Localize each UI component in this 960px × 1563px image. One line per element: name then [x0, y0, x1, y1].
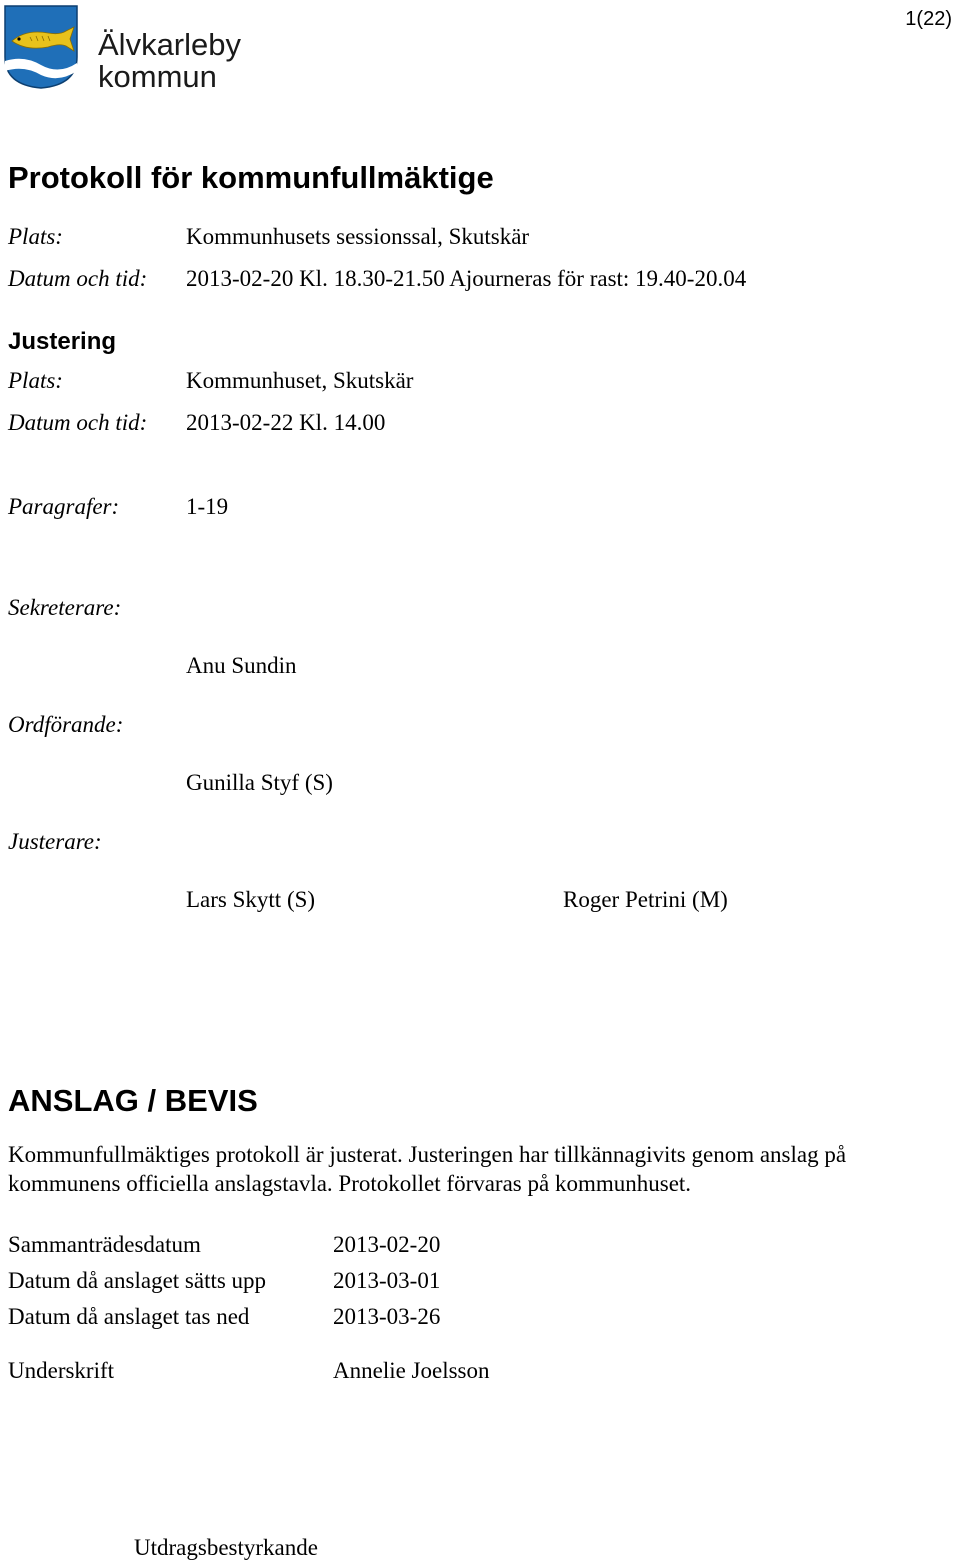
justering-place-label: Plats:: [8, 368, 63, 393]
municipality-logo: [4, 5, 264, 94]
logo-name-line2: kommun: [98, 59, 217, 94]
secretary-label: Sekreterare:: [8, 595, 122, 620]
justering-datetime-label: Datum och tid:: [8, 410, 148, 435]
meeting-place-label: Plats:: [8, 224, 63, 249]
certification-label: Utdragsbestyrkande: [134, 1535, 318, 1560]
anslag-row-label-removed-date: Datum då anslaget tas ned: [8, 1304, 250, 1329]
anslag-text: Kommunfullmäktiges protokoll är justerat. Justeringen har tillkännagivits genom anslag på kommunens officiella anslagstavla. Protokollet förvaras på kommunhuset.: [8, 1142, 847, 1196]
anslag-row-label-posted-date: Datum då anslaget sätts upp: [8, 1268, 267, 1293]
anslag-row-label-meeting-date: Sammanträdesdatum: [8, 1232, 201, 1257]
paragrafer-label: Paragrafer:: [8, 494, 120, 519]
anslag-row-value-meeting-date: 2013-02-20: [333, 1232, 441, 1257]
justering-heading: Justering: [8, 328, 117, 355]
coat-of-arms-icon: [4, 5, 78, 89]
signature-label: Underskrift: [8, 1358, 115, 1383]
logo-name-line1: Älvkarleby: [98, 27, 241, 62]
page-number: 1(22): [905, 8, 952, 30]
anslag-row-value-removed-date: 2013-03-26: [333, 1304, 441, 1329]
anslag-heading: ANSLAG / BEVIS: [8, 1083, 258, 1118]
chair-label: Ordförande:: [8, 712, 124, 737]
justering-datetime-value: 2013-02-22 Kl. 14.00: [186, 410, 386, 435]
paragrafer-value: 1-19: [186, 494, 229, 519]
meeting-place-value: Kommunhusets sessionssal, Skutskär: [186, 224, 530, 249]
justering-place-value: Kommunhuset, Skutskär: [186, 368, 414, 393]
adjusters-label: Justerare:: [8, 829, 102, 854]
adjuster-1-name: Lars Skytt (S): [186, 887, 316, 912]
signature-value: Annelie Joelsson: [333, 1358, 490, 1383]
chair-name: Gunilla Styf (S): [186, 770, 333, 795]
meeting-datetime-label: Datum och tid:: [8, 266, 148, 291]
meeting-datetime-value: 2013-02-20 Kl. 18.30-21.50 Ajourneras för rast: 19.40-20.04: [186, 266, 747, 291]
secretary-name: Anu Sundin: [186, 653, 297, 678]
anslag-row-value-posted-date: 2013-03-01: [333, 1268, 441, 1293]
adjuster-2-name: Roger Petrini (M): [563, 887, 728, 912]
page-title: Protokoll för kommunfullmäktige: [8, 160, 494, 195]
